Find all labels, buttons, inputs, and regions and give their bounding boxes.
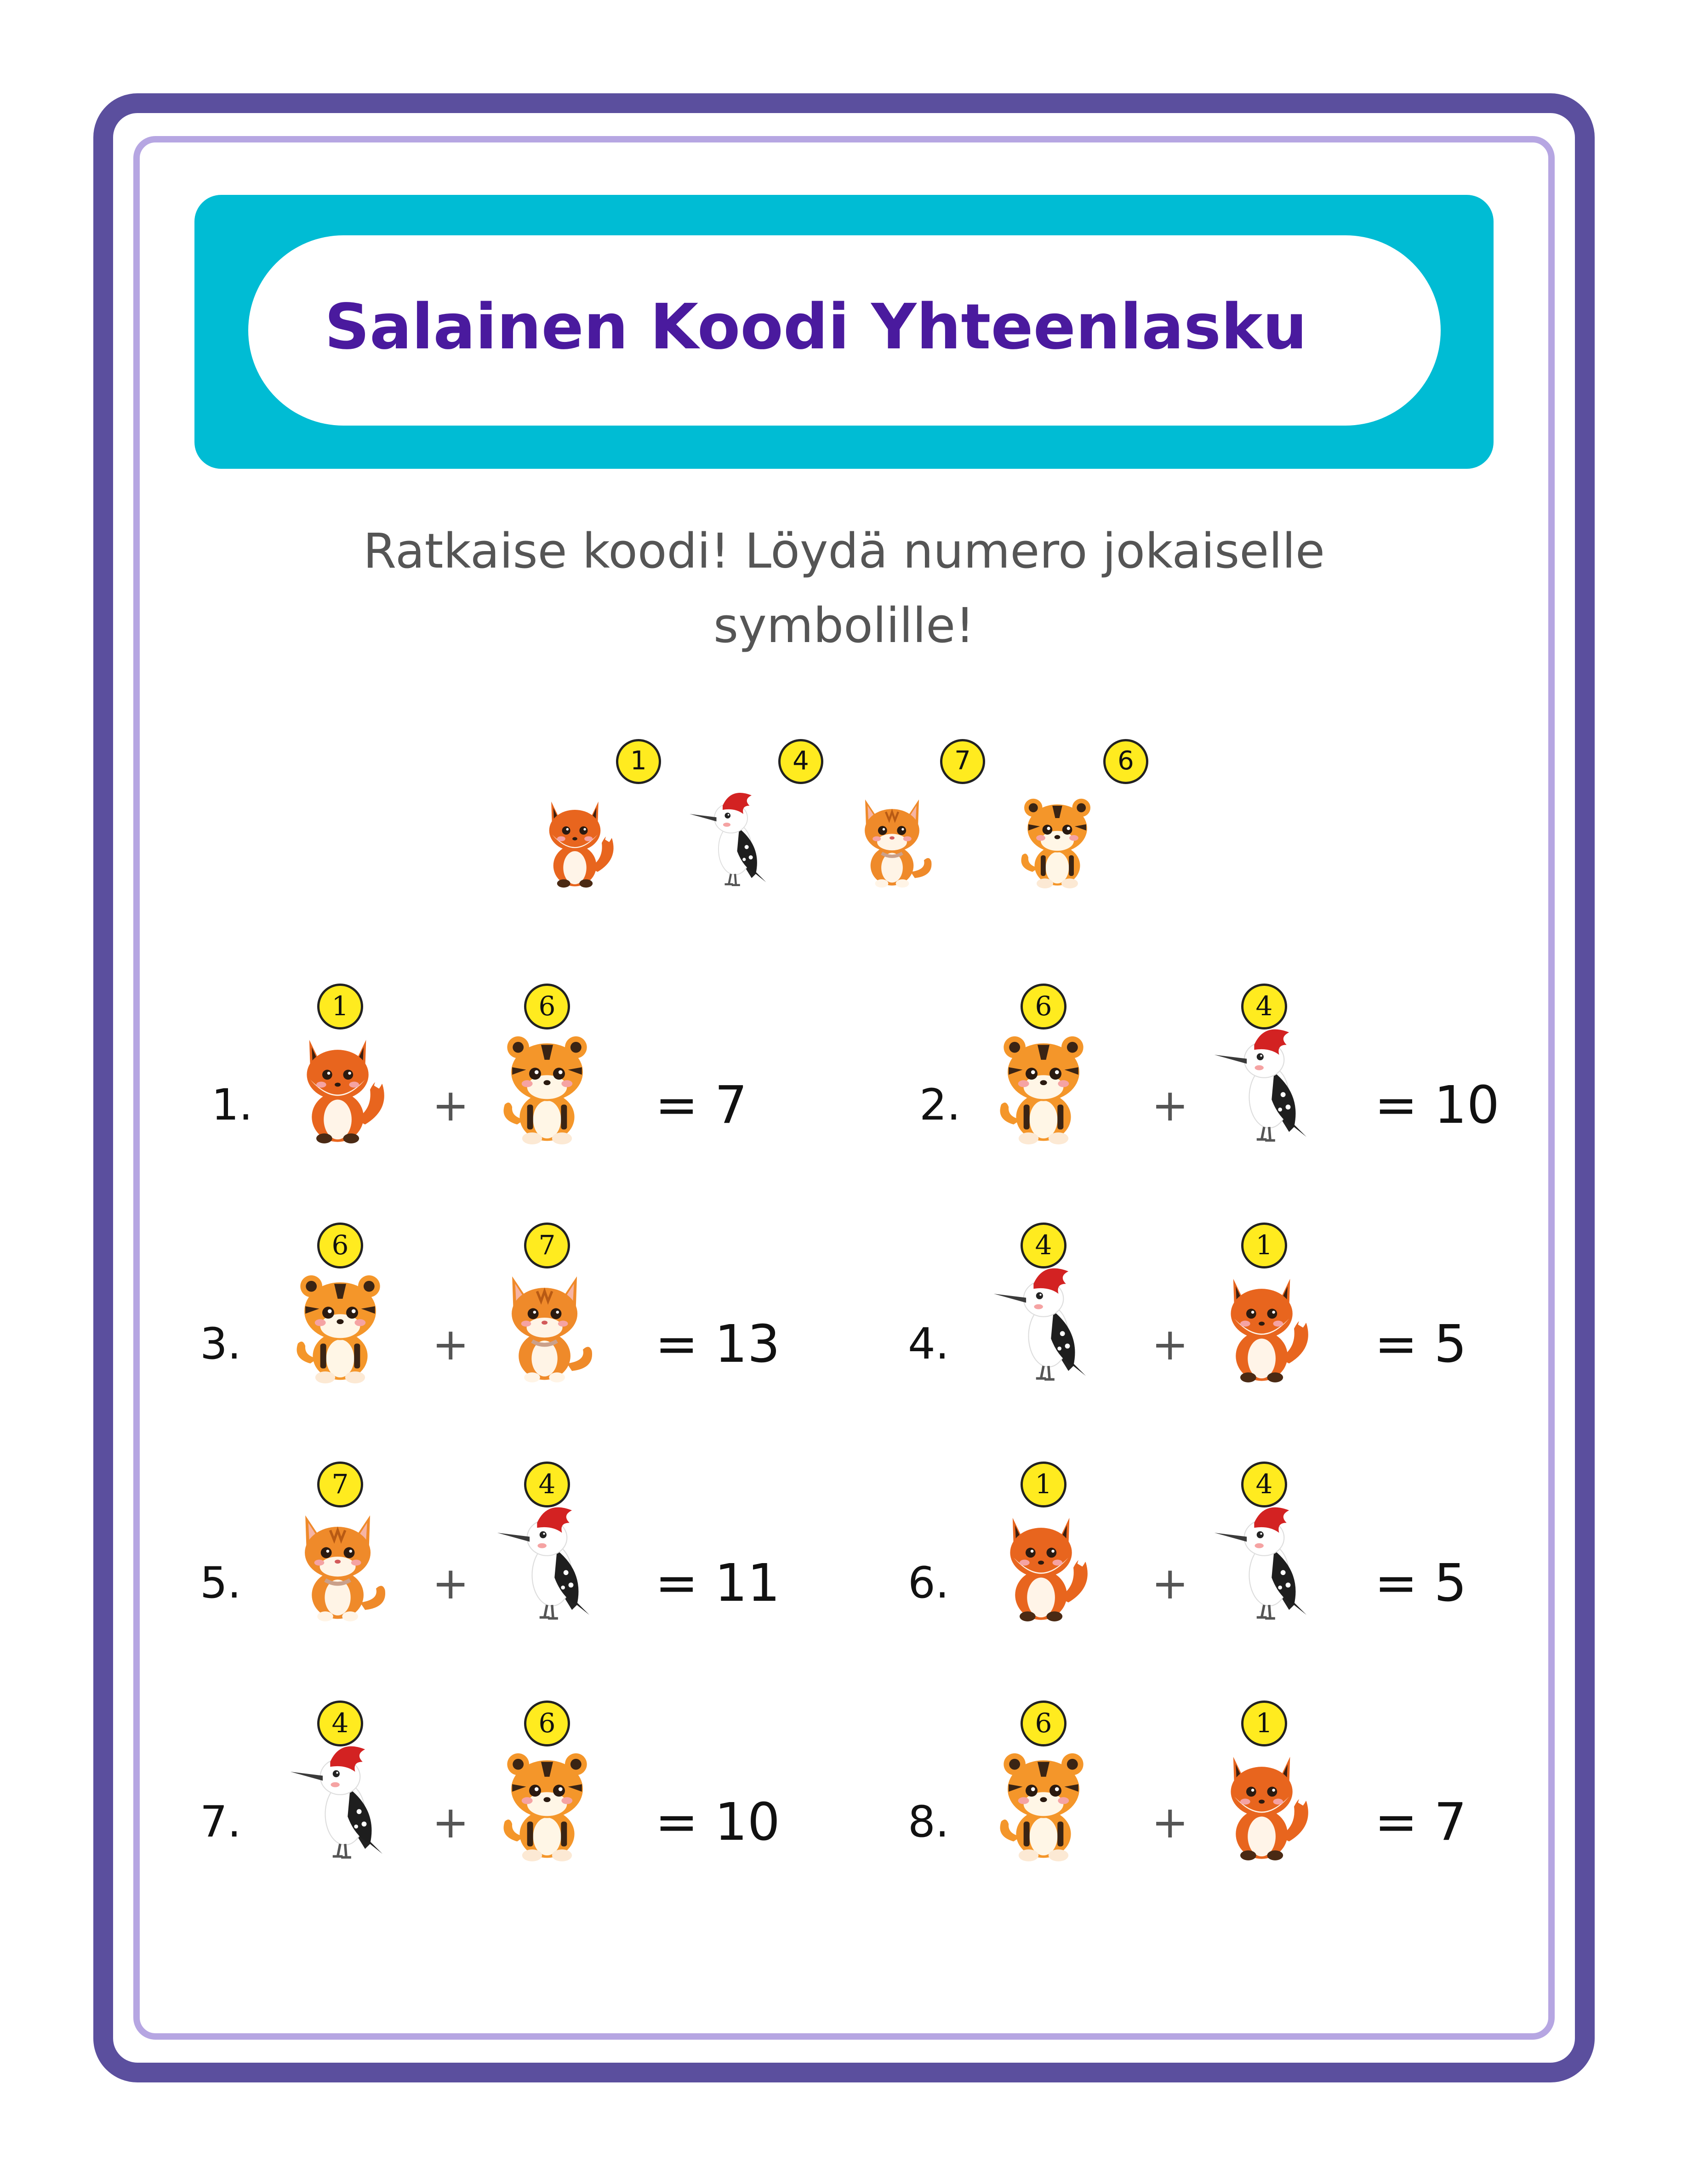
number-badge: 6 bbox=[524, 1701, 570, 1746]
number-badge: 1 bbox=[317, 984, 363, 1029]
problem-number: 7. bbox=[200, 1797, 241, 1847]
problem-fox-icon bbox=[993, 1503, 1094, 1622]
problem-result: = 7 bbox=[1374, 1792, 1467, 1852]
problem-woodpecker-icon bbox=[1214, 1025, 1315, 1144]
legend-tiger-icon bbox=[1016, 786, 1099, 892]
number-badge: 4 bbox=[1241, 1462, 1287, 1507]
instructions-line-2: symbolille! bbox=[713, 597, 975, 654]
problem-number: 4. bbox=[908, 1319, 949, 1369]
number-badge: 1 bbox=[1021, 1462, 1066, 1507]
number-badge: 4 bbox=[1241, 984, 1287, 1029]
problem-number: 2. bbox=[919, 1080, 961, 1130]
problem-number: 3. bbox=[200, 1319, 241, 1369]
problem-fox-icon bbox=[1214, 1742, 1315, 1861]
problem-result: = 5 bbox=[1374, 1553, 1467, 1613]
number-badge: 6 bbox=[317, 1223, 363, 1268]
number-badge: 7 bbox=[317, 1462, 363, 1507]
plus-sign: + bbox=[1152, 1319, 1189, 1370]
problem-tiger-icon bbox=[496, 1025, 598, 1144]
plus-sign: + bbox=[432, 1319, 469, 1370]
problem-fox-icon bbox=[1214, 1264, 1315, 1383]
plus-sign: + bbox=[432, 1797, 469, 1848]
number-badge: 6 bbox=[1103, 739, 1148, 784]
number-badge: 1 bbox=[1241, 1701, 1287, 1746]
legend-fox-icon bbox=[536, 786, 618, 892]
problem-woodpecker-icon bbox=[1214, 1503, 1315, 1622]
plus-sign: + bbox=[1152, 1558, 1189, 1609]
number-badge: 1 bbox=[616, 739, 661, 784]
problem-result: = 13 bbox=[655, 1314, 780, 1374]
problem-tiger-icon bbox=[496, 1742, 598, 1861]
problem-result: = 7 bbox=[655, 1075, 747, 1135]
problem-result: = 11 bbox=[655, 1553, 780, 1613]
plus-sign: + bbox=[1152, 1080, 1189, 1131]
problem-cat-icon bbox=[290, 1503, 391, 1622]
plus-sign: + bbox=[432, 1080, 469, 1131]
problem-tiger-icon bbox=[290, 1264, 391, 1383]
number-badge: 4 bbox=[317, 1701, 363, 1746]
problem-result: = 10 bbox=[655, 1792, 780, 1852]
legend-cat-icon bbox=[853, 786, 935, 892]
problem-result: = 10 bbox=[1374, 1075, 1500, 1135]
problem-number: 1. bbox=[211, 1080, 253, 1130]
legend-woodpecker-icon bbox=[690, 786, 772, 892]
problem-number: 5. bbox=[200, 1558, 241, 1608]
number-badge: 4 bbox=[524, 1462, 570, 1507]
number-badge: 4 bbox=[1021, 1223, 1066, 1268]
problem-number: 6. bbox=[908, 1558, 949, 1608]
problem-number: 8. bbox=[908, 1797, 949, 1847]
plus-sign: + bbox=[1152, 1797, 1189, 1848]
instructions-line-1: Ratkaise koodi! Löydä numero jokaiselle bbox=[363, 523, 1325, 579]
problem-woodpecker-icon bbox=[290, 1742, 391, 1861]
number-badge: 1 bbox=[1241, 1223, 1287, 1268]
number-badge: 4 bbox=[778, 739, 823, 784]
number-badge: 7 bbox=[524, 1223, 570, 1268]
plus-sign: + bbox=[432, 1558, 469, 1609]
page-title: Salainen Koodi Yhteenlasku bbox=[325, 291, 1307, 364]
problem-tiger-icon bbox=[993, 1025, 1094, 1144]
problem-tiger-icon bbox=[993, 1742, 1094, 1861]
number-badge: 6 bbox=[524, 984, 570, 1029]
problem-fox-icon bbox=[290, 1025, 391, 1144]
number-badge: 6 bbox=[1021, 1701, 1066, 1746]
problem-woodpecker-icon bbox=[993, 1264, 1094, 1383]
problem-cat-icon bbox=[496, 1264, 598, 1383]
number-badge: 6 bbox=[1021, 984, 1066, 1029]
problem-woodpecker-icon bbox=[496, 1503, 598, 1622]
problem-result: = 5 bbox=[1374, 1314, 1467, 1374]
number-badge: 7 bbox=[940, 739, 985, 784]
instructions bbox=[292, 514, 1396, 663]
